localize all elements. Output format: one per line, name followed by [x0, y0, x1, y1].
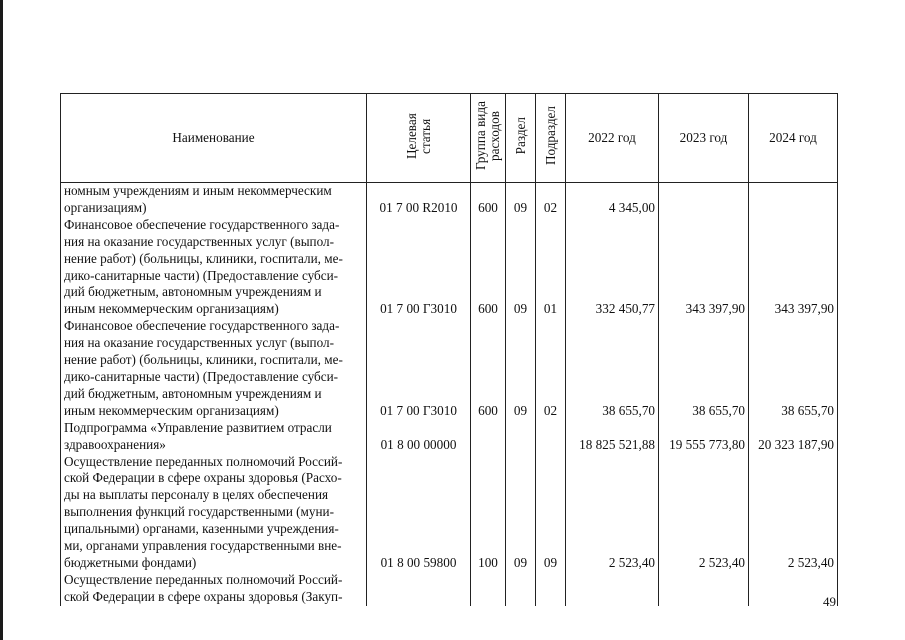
row-name-line: ципальными) органами, казенными учреждения- — [64, 521, 339, 537]
row-expense-group: 600 — [471, 183, 506, 217]
row-expense-group: 100 — [471, 454, 506, 572]
row-name-line: Финансовое обеспечение государственного зада- — [64, 216, 340, 232]
row-target-article — [367, 572, 471, 606]
row-expense-group: 600 — [471, 217, 506, 318]
row-target-article: 01 8 00 59800 — [367, 454, 471, 572]
row-expense-group — [471, 420, 506, 454]
row-name-line: ской Федерации в сфере охраны здоровья (Закуп- — [64, 588, 343, 604]
row-name-line: Осуществление переданных полномочий Россий- — [64, 571, 343, 587]
header-subsection: Подраздел — [536, 94, 566, 183]
row-2023: 38 655,70 — [659, 318, 749, 419]
row-subsection — [536, 572, 566, 606]
row-2023: 19 555 773,80 — [659, 420, 749, 454]
row-section — [506, 420, 536, 454]
row-section: 09 — [506, 217, 536, 318]
row-name-line: ды на выплаты персоналу в целях обеспечения — [64, 487, 329, 503]
row-section: 09 — [506, 318, 536, 419]
budget-table — [60, 93, 838, 606]
row-name-line: здравоохранения» — [64, 436, 166, 452]
row-name-line: нение работ) (больницы, клиники, госпитали, ме- — [64, 352, 343, 368]
row-2024 — [749, 183, 838, 217]
row-name-line: Осуществление переданных полномочий Россий- — [64, 453, 343, 469]
table-row — [61, 420, 838, 454]
row-target-article: 01 7 00 Г3010 — [367, 217, 471, 318]
row-name-line: ния на оказание государственных услуг (выпол- — [64, 233, 335, 249]
table-body — [61, 183, 838, 606]
row-name-line: дико-санитарные части) (Предоставление субси- — [64, 368, 339, 384]
row-name-line: ния на оказание государственных услуг (выпол- — [64, 335, 335, 351]
row-2022: 4 345,00 — [566, 183, 659, 217]
header-expense-group: Группа вида расходов — [471, 94, 506, 183]
row-name-line: ми, органами управления государственными вне- — [64, 538, 342, 554]
row-subsection: 01 — [536, 217, 566, 318]
row-name — [61, 572, 367, 606]
row-section: 09 — [506, 183, 536, 217]
table-header — [61, 94, 838, 183]
table-row — [61, 183, 838, 217]
row-subsection: 02 — [536, 183, 566, 217]
row-2023: 343 397,90 — [659, 217, 749, 318]
row-target-article: 01 7 00 Г3010 — [367, 318, 471, 419]
row-name-line: выполнения функций государственными (муни- — [64, 504, 335, 520]
row-2023: 2 523,40 — [659, 454, 749, 572]
row-2024: 343 397,90 — [749, 217, 838, 318]
row-name-line: иным некоммерческим организациям) — [64, 402, 279, 418]
row-2024: 38 655,70 — [749, 318, 838, 419]
header-target-article: Целевая статья — [367, 94, 471, 183]
row-name-line: иным некоммерческим организациям) — [64, 301, 279, 317]
row-section — [506, 572, 536, 606]
header-2023: 2023 год — [659, 94, 749, 183]
header-2024: 2024 год — [749, 94, 838, 183]
scan-left-edge — [0, 0, 3, 640]
row-name — [61, 217, 367, 318]
row-name-line: дий бюджетным, автономным учреждениям и — [64, 385, 322, 401]
table-row — [61, 318, 838, 419]
row-name — [61, 454, 367, 572]
header-2022: 2022 год — [566, 94, 659, 183]
row-name-line: организациям) — [64, 199, 147, 215]
row-name-line: номным учреждениям и иным некоммерческим — [64, 183, 332, 198]
row-name-line: нение работ) (больницы, клиники, госпитали, ме- — [64, 250, 343, 266]
row-subsection — [536, 420, 566, 454]
row-name-line: дий бюджетным, автономным учреждениям и — [64, 284, 322, 300]
row-name — [61, 183, 367, 217]
row-target-article: 01 8 00 00000 — [367, 420, 471, 454]
row-name-line: Подпрограмма «Управление развитием отрасли — [64, 419, 332, 435]
row-name-line: бюджетными фондами) — [64, 554, 197, 570]
row-section: 09 — [506, 454, 536, 572]
header-name: Наименование — [61, 94, 367, 183]
row-2022: 18 825 521,88 — [566, 420, 659, 454]
row-name-line: ской Федерации в сфере охраны здоровья (Расхо- — [64, 470, 342, 486]
row-expense-group: 600 — [471, 318, 506, 419]
row-name-line: дико-санитарные части) (Предоставление субси- — [64, 267, 339, 283]
row-2022: 2 523,40 — [566, 454, 659, 572]
row-2023 — [659, 572, 749, 606]
row-name-line: Финансовое обеспечение государственного зада- — [64, 318, 340, 334]
row-expense-group — [471, 572, 506, 606]
row-subsection: 09 — [536, 454, 566, 572]
row-name — [61, 318, 367, 419]
row-2022 — [566, 572, 659, 606]
row-subsection: 02 — [536, 318, 566, 419]
page-number: 49 — [823, 594, 836, 609]
row-2024: 2 523,40 — [749, 454, 838, 572]
row-2024: 20 323 187,90 — [749, 420, 838, 454]
header-section: Раздел — [506, 94, 536, 183]
row-2022: 332 450,77 — [566, 217, 659, 318]
row-name — [61, 420, 367, 454]
table-row — [61, 217, 838, 318]
row-2023 — [659, 183, 749, 217]
table-row — [61, 572, 838, 606]
table-row — [61, 454, 838, 572]
row-2022: 38 655,70 — [566, 318, 659, 419]
row-target-article: 01 7 00 R2010 — [367, 183, 471, 217]
